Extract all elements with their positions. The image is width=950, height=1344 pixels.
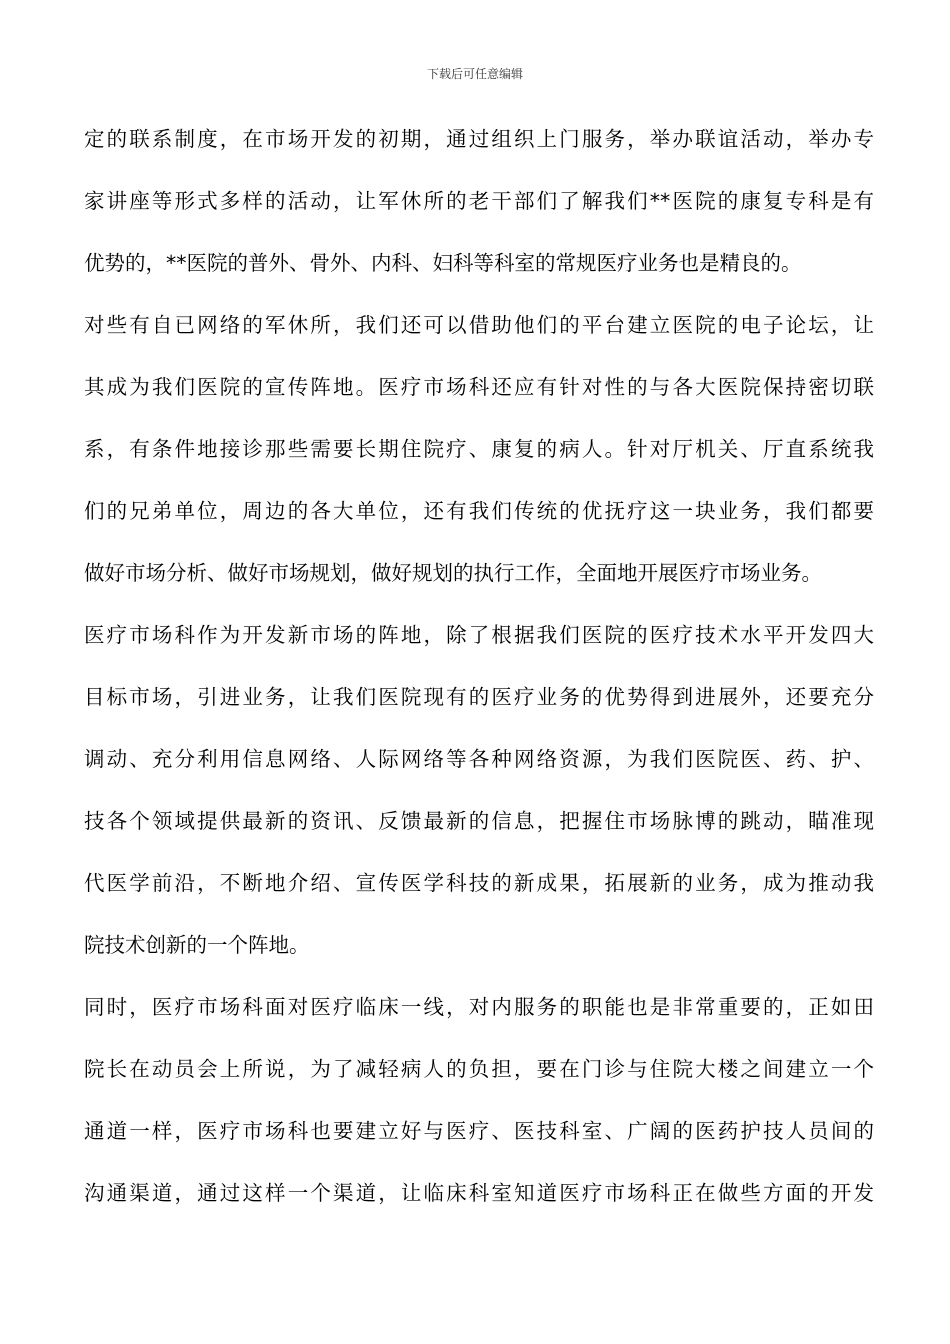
paragraph (84, 604, 874, 976)
text-line: 同时，医疗市场科面对医疗临床一线，对内服务的职能也是非常重要的，正如田 (84, 995, 874, 1019)
text-line: 沟通渠道，通过这样一个渠道，让临床科室知道医疗市场科正在做些方面的开发 (84, 1181, 874, 1205)
text-line: 定的联系制度，在市场开发的初期，通过组织上门服务，举办联谊活动，举办专 (84, 127, 874, 151)
paragraph (84, 976, 874, 1224)
text-line: 对些有自已网络的军休所，我们还可以借助他们的平台建立医院的电子论坛，让 (84, 313, 874, 337)
text-line: 系，有条件地接诊那些需要长期住院疗、康复的病人。针对厅机关、厅直系统我 (84, 437, 874, 461)
text-line: 通道一样，医疗市场科也要建立好与医疗、医技科室、广阔的医药护技人员间的 (84, 1119, 874, 1143)
text-line: 技各个领域提供最新的资讯、反馈最新的信息，把握住市场脉博的跳动，瞄准现 (84, 809, 874, 833)
paragraph (84, 294, 874, 604)
text-line: 做好市场分析、做好市场规划，做好规划的执行工作，全面地开展医疗市场业务。 (84, 561, 822, 585)
text-line: 院技术创新的一个阵地。 (84, 933, 310, 957)
text-line: 医疗市场科作为开发新市场的阵地，除了根据我们医院的医疗技术水平开发四大 (84, 623, 874, 647)
document-body (84, 108, 874, 1224)
paragraph (84, 108, 874, 294)
text-line: 优势的，**医院的普外、骨外、内科、妇科等科室的常规医疗业务也是精良的。 (84, 251, 802, 275)
text-line: 家讲座等形式多样的活动，让军休所的老干部们了解我们**医院的康复专科是有 (84, 189, 874, 213)
text-line: 代医学前沿，不断地介绍、宣传医学科技的新成果，拓展新的业务，成为推动我 (84, 871, 874, 895)
text-line: 其成为我们医院的宣传阵地。医疗市场科还应有针对性的与各大医院保持密切联 (84, 375, 874, 399)
page-header: 下载后可任意编辑 (426, 67, 523, 81)
text-line: 调动、充分利用信息网络、人际网络等各种网络资源，为我们医院医、药、护、 (84, 747, 874, 771)
text-line: 们的兄弟单位，周边的各大单位，还有我们传统的优抚疗这一块业务，我们都要 (84, 499, 874, 523)
text-line: 院长在动员会上所说，为了减轻病人的负担，要在门诊与住院大楼之间建立一个 (84, 1057, 874, 1081)
text-line: 目标市场，引进业务，让我们医院现有的医疗业务的优势得到进展外，还要充分 (84, 685, 874, 709)
